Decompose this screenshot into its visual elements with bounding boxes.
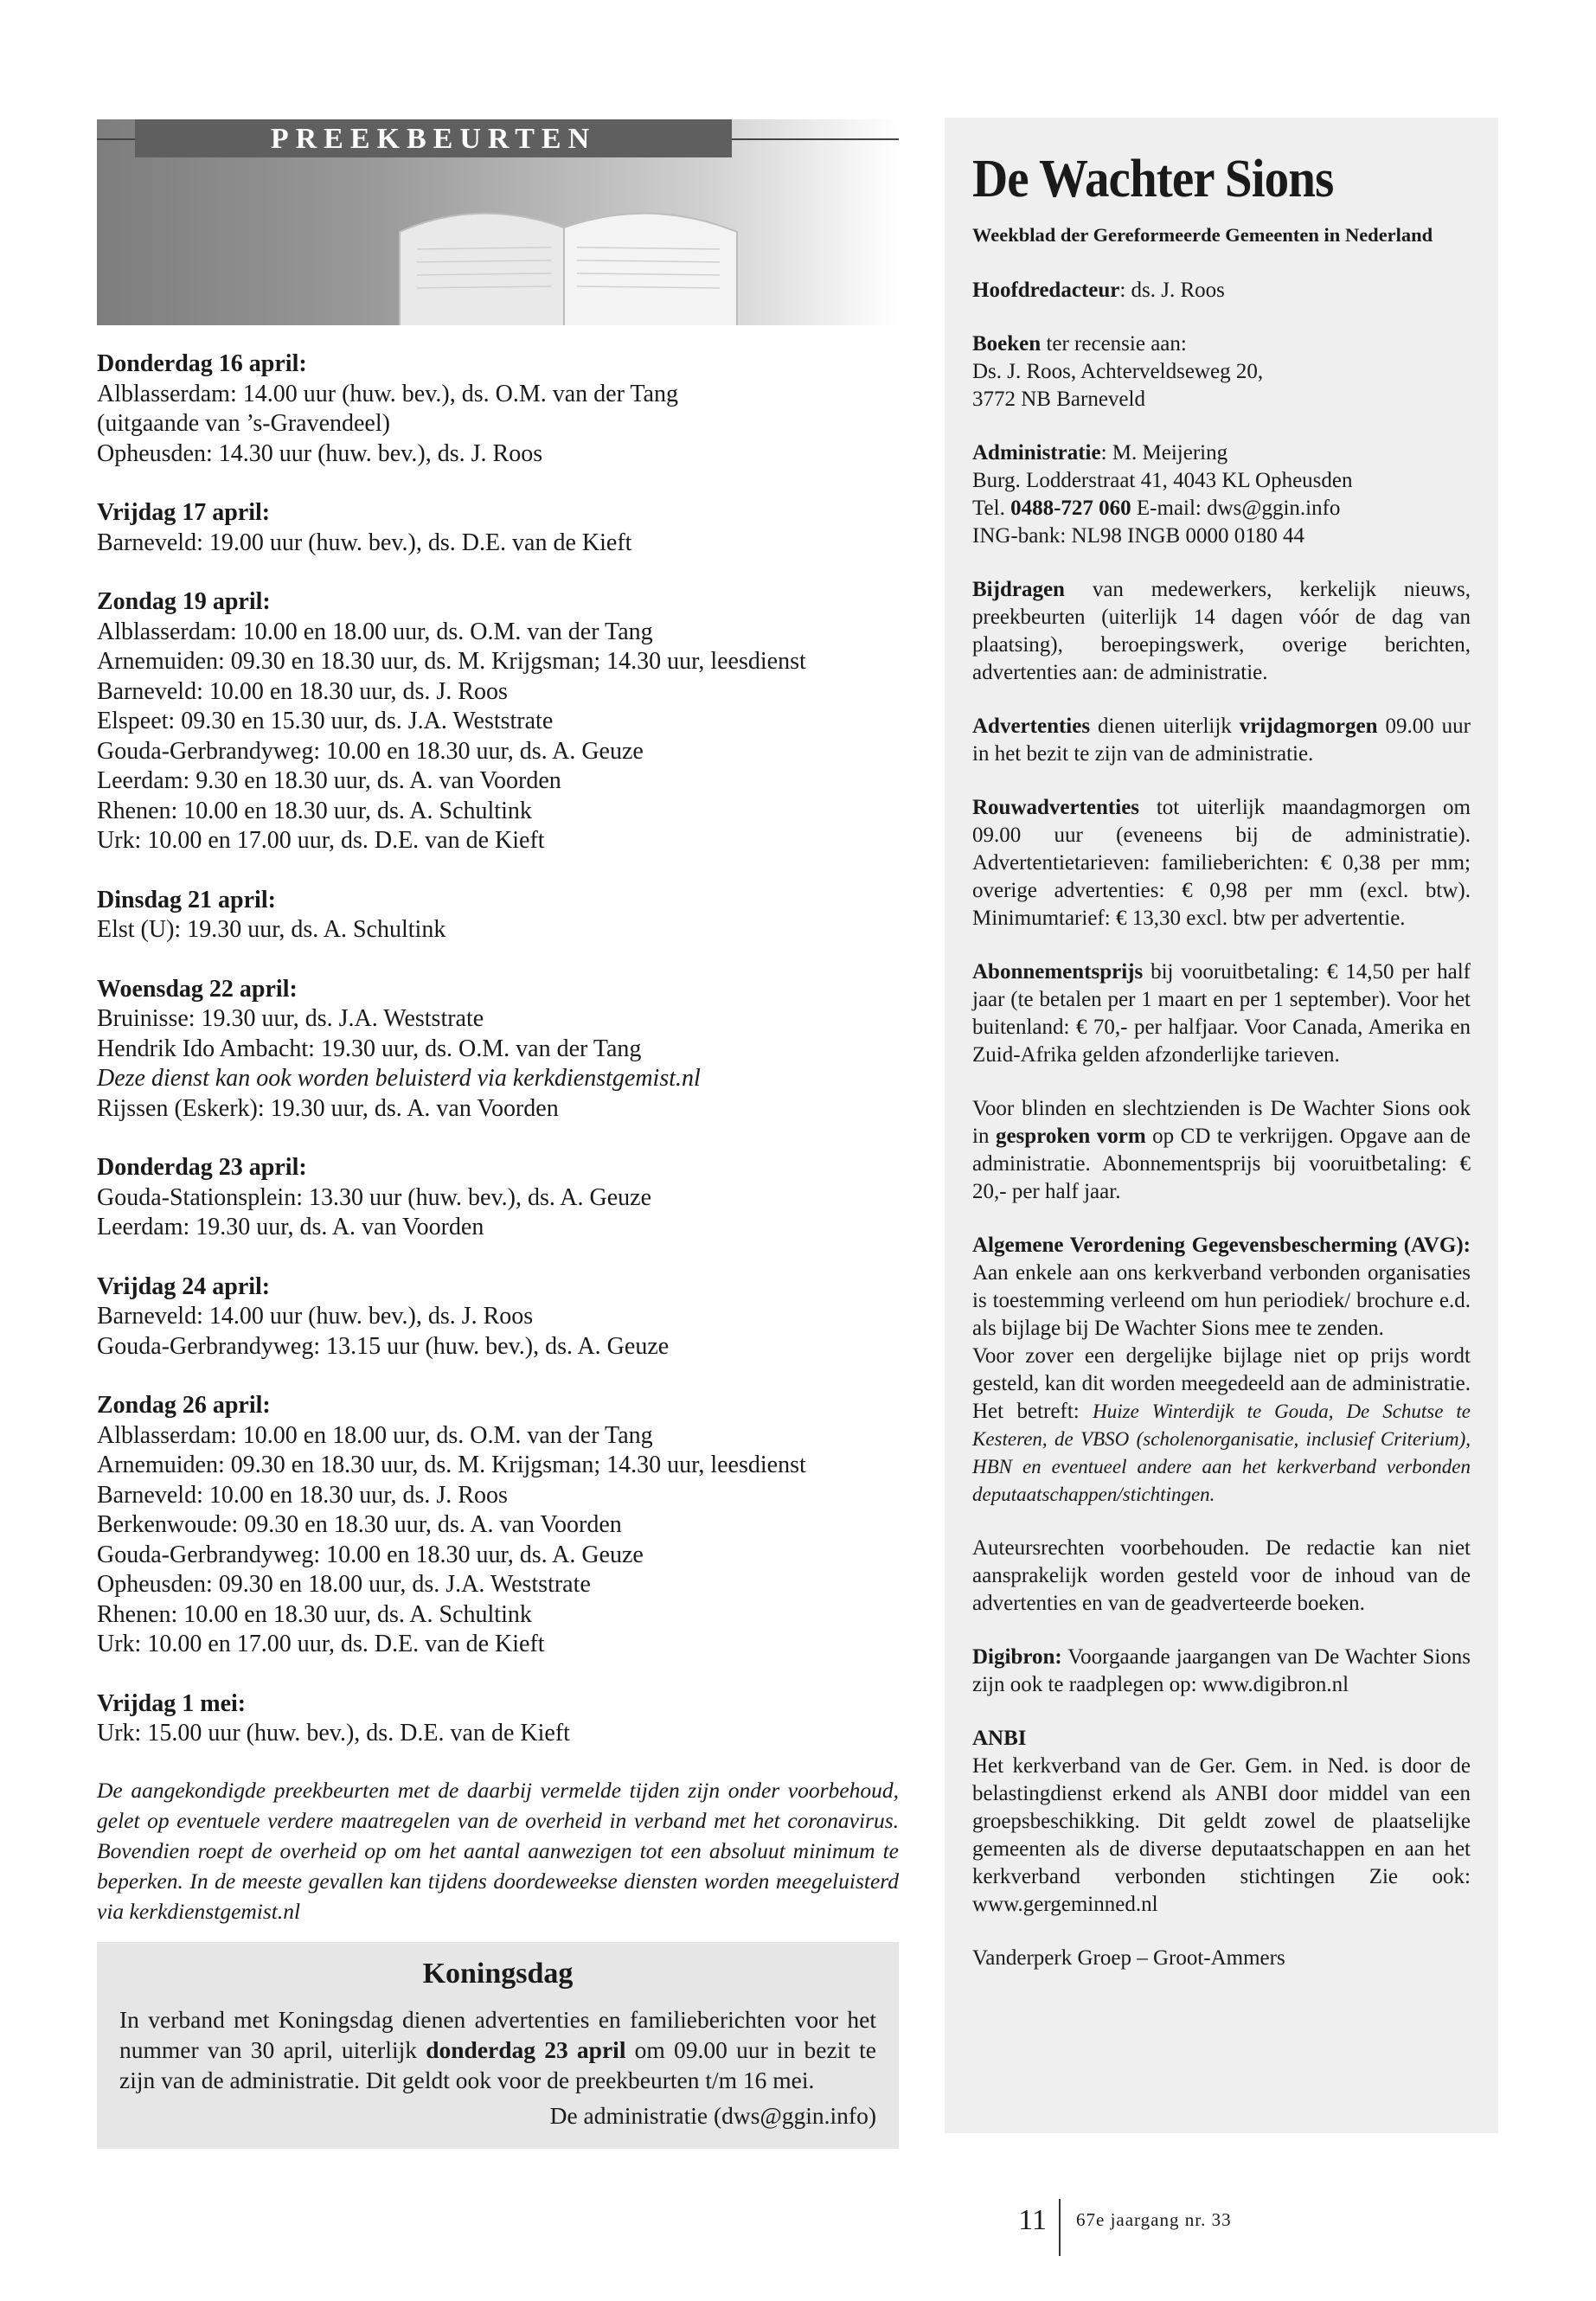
schedule-day (97, 349, 899, 469)
day-title: Vrijdag 17 april: (97, 499, 271, 526)
value: tot uiterlijk maandagmorgen om 09.00 uur (eveneens bij de administratie). Advertentietarieven: familieberichten: € 0,38 per mm; overige advertenties: € 0,98 per mm (excl. btw). Minimumtarief: € 13,30 excl. btw per advertentie. (972, 796, 1471, 930)
entry: Urk: 10.00 en 17.00 uur, ds. D.E. van de Kieft (97, 827, 545, 854)
entry: Urk: 10.00 en 17.00 uur, ds. D.E. van de Kieft (97, 1631, 545, 1657)
label: Rouwadvertenties (972, 796, 1140, 819)
deadline: vrijdagmorgen (1239, 715, 1378, 738)
mourning-block (972, 794, 1471, 933)
entry: Opheusden: 14.30 uur (huw. bev.), ds. J. Roos (97, 439, 543, 467)
label: Algemene Verordening Gegevensbescherming (AVG): (972, 1234, 1471, 1257)
schedule-day (97, 886, 899, 945)
schedule-day (97, 498, 899, 558)
masthead-subtitle: Weekblad der Gereformeerde Gemeenten in Nederland (972, 224, 1433, 246)
schedule (97, 349, 899, 1926)
entry: Urk: 15.00 uur (huw. bev.), ds. D.E. van de Kieft (97, 1720, 570, 1747)
entry: Leerdam: 9.30 en 18.30 uur, ds. A. van Voorden (97, 767, 561, 794)
value: van medewerkers, kerkelijk nieuws, preekbeurten (uiterlijk 14 dagen vóór de dag van plaatsing), beroepingswerk, overige berichten, advertenties aan: de administratie. (972, 578, 1471, 684)
koningsdag-box (97, 1942, 899, 2149)
address-line: Burg. Lodderstraat 41, 4043 KL Opheusden (972, 469, 1353, 492)
entry: Elst (U): 19.30 uur, ds. A. Schultink (97, 916, 446, 943)
organisations: Huize Winterdijk te Gouda, De Schutse te Kesteren, de VBSO (scholenorganisatie, inclusief Criterium), HBN en eventueel andere aan het kerkverband verbonden deputaatschappen/stichtingen. (972, 1400, 1471, 1505)
text: In verband met Koningsdag dienen advertenties en familieberichten voor het nummer van 30 april, uiterlijk (119, 2005, 876, 2063)
books-block (972, 330, 1471, 413)
left-column (97, 119, 899, 2149)
koningsdag-title: Koningsdag (422, 1957, 574, 1990)
entry: Gouda-Stationsplein: 13.30 uur (huw. bev.), ds. A. Geuze (97, 1183, 652, 1211)
day-title: Vrijdag 24 april: (97, 1272, 271, 1300)
entry: (uitgaande van ’s-Gravendeel) (97, 410, 390, 437)
label: Hoofdredacteur (972, 279, 1120, 302)
email: E-mail: dws@ggin.info (1131, 497, 1341, 520)
day-title: Donderdag 16 april: (97, 350, 307, 377)
label: Advertenties (972, 715, 1091, 738)
deadline: donderdag 23 april (426, 2035, 626, 2063)
colophon-panel (945, 118, 1498, 2133)
editor-block (972, 277, 1471, 304)
schedule-day (97, 1153, 899, 1243)
open-book-icon (382, 180, 754, 325)
entry: Arnemuiden: 09.30 en 18.30 uur, ds. M. Krijgsman; 14.30 uur, leesdienst (97, 1452, 806, 1478)
contributions-block (972, 576, 1471, 687)
admin-block (972, 439, 1471, 550)
entry: Barneveld: 10.00 en 18.30 uur, ds. J. Roos (97, 677, 508, 705)
label: ANBI (972, 1727, 1027, 1750)
value: Aan enkele aan ons kerkverband verbonden organisaties is toestemming verleend om hun periodiek/ brochure e.d. als bijlage bij De Wachter Sions mee te zenden. (972, 1261, 1471, 1340)
ads-block (972, 713, 1471, 768)
value: op CD te verkrijgen. Opgave aan de administratie. Abonnementsprijs bij vooruitbetaling: € 20,- per half jaar. (972, 1125, 1471, 1203)
audio-block (972, 1095, 1471, 1206)
entry: Alblasserdam: 10.00 en 18.00 uur, ds. O.M. van der Tang (97, 1421, 653, 1449)
value: Het kerkverband van de Ger. Gem. in Ned. is door de belastingdienst erkend als ANBI door middel van een groepsbeschikking. Dit geldt zowel de plaatselijke gemeenten als de diverse deputaatschappen en aan het kerkverband verbonden stichtingen Zie ook: www.gergeminned.nl (972, 1754, 1471, 1916)
label: Boeken (972, 332, 1042, 356)
label: Bijdragen (972, 578, 1065, 601)
koningsdag-text (119, 2004, 876, 2095)
entry: Hendrik Ido Ambacht: 19.30 uur, ds. O.M. van der Tang (97, 1035, 642, 1062)
value: : ds. J. Roos (1119, 279, 1225, 302)
day-title: Donderdag 23 april: (97, 1154, 307, 1181)
text: Tel. (972, 497, 1011, 520)
anbi-block (972, 1725, 1471, 1919)
entry: Rhenen: 10.00 en 18.30 uur, ds. A. Schultink (97, 797, 532, 824)
entry: Bruinisse: 19.30 uur, ds. J.A. Weststrate (97, 1005, 484, 1032)
day-title: Dinsdag 21 april: (97, 886, 276, 913)
entry: Barneveld: 14.00 uur (huw. bev.), ds. J. Roos (97, 1303, 534, 1330)
phone: 0488-727 060 (1010, 497, 1131, 520)
entry: Gouda-Gerbrandyweg: 10.00 en 18.30 uur, ds. A. Geuze (97, 737, 644, 765)
masthead-title: De Wachter Sions (972, 150, 1334, 208)
entry: Leerdam: 19.30 uur, ds. A. van Voorden (97, 1214, 484, 1240)
label: Abonnementsprijs (972, 960, 1144, 984)
stream-note: Deze dienst kan ook worden beluisterd via kerkdienstgemist.nl (97, 1065, 701, 1092)
value: Voorgaande jaargangen van De Wachter Sions zijn ook te raadplegen op: www.digibron.nl (972, 1645, 1471, 1696)
day-title: Zondag 19 april: (97, 588, 271, 615)
page-footer (986, 2204, 1332, 2265)
entry: Rijssen (Eskerk): 19.30 uur, ds. A. van Voorden (97, 1094, 559, 1122)
value: Voor blinden en slechtzienden is De Wachter Sions ook in (972, 1097, 1471, 1148)
avg-block (972, 1232, 1471, 1509)
schedule-day (97, 1272, 899, 1362)
page-number: 11 (1018, 2204, 1047, 2236)
disclaimer-note: De aangekondigde preekbeurten met de daarbij vermelde tijden zijn onder voorbehoud, gelet op eventuele verdere maatregelen van de overheid in verband met het coronavirus. Bovendien roept de overheid op om het aantal aanwezigen tot een absoluut minimum te beperken. In de meeste gevallen kan tijdens doordeweekse diensten worden meegeluisterd via kerkdienstgemist.nl (97, 1777, 899, 1924)
bank: ING-bank: NL98 INGB 0000 0180 44 (972, 524, 1304, 548)
koningsdag-signature: De administratie (dws@ggin.info) (549, 2101, 876, 2129)
day-title: Zondag 26 april: (97, 1392, 271, 1419)
label: Administratie (972, 441, 1101, 465)
section-title: PREEKBEURTEN (135, 119, 732, 157)
entry: Barneveld: 10.00 en 18.30 uur, ds. J. Roos (97, 1481, 508, 1509)
digibron-block (972, 1644, 1471, 1699)
schedule-day (97, 1391, 899, 1660)
entry: Alblasserdam: 10.00 en 18.00 uur, ds. O.M. van der Tang (97, 618, 653, 645)
entry: Elspeet: 09.30 en 15.30 uur, ds. J.A. Weststrate (97, 708, 554, 734)
entry: Gouda-Gerbrandyweg: 13.15 uur (huw. bev.), ds. A. Geuze (97, 1332, 670, 1360)
printer-block: Vanderperk Groep – Groot-Ammers (972, 1946, 1285, 1970)
address-line: 3772 NB Barneveld (972, 388, 1145, 411)
address-line: Ds. J. Roos, Achterveldseweg 20, (972, 360, 1264, 383)
entry: Barneveld: 19.00 uur (huw. bev.), ds. D.E. van de Kieft (97, 529, 632, 556)
subscription-block (972, 958, 1471, 1069)
entry: Alblasserdam: 14.00 uur (huw. bev.), ds. O.M. van der Tang (97, 380, 678, 407)
entry: Arnemuiden: 09.30 en 18.30 uur, ds. M. Krijgsman; 14.30 uur, leesdienst (97, 648, 806, 675)
schedule-day (97, 975, 899, 1125)
value: : M. Meijering (1100, 441, 1228, 465)
value: dienen uiterlijk (1090, 715, 1240, 738)
schedule-day (97, 587, 899, 856)
entry: Opheusden: 09.30 en 18.00 uur, ds. J.A. Weststrate (97, 1571, 591, 1598)
value: bij vooruitbetaling: € 14,50 per half jaar (te betalen per 1 maart en per 1 september). Voor het buitenland: € 70,- per halfjaar. Voor Canada, Amerika en Zuid-Afrika gelden afzonderlijke tarieven. (972, 960, 1471, 1067)
value: 09.00 uur in het bezit te zijn van de administratie. (972, 715, 1471, 766)
entry: Gouda-Gerbrandyweg: 10.00 en 18.30 uur, ds. A. Geuze (97, 1541, 644, 1568)
schedule-day (97, 1689, 899, 1749)
value: Voor zover een dergelijke bijlage niet op prijs wordt gesteld, kan dit worden meegedeeld aan de administratie. Het betreft: (972, 1344, 1471, 1423)
header-banner (97, 119, 899, 325)
entry: Rhenen: 10.00 en 18.30 uur, ds. A. Schultink (97, 1600, 532, 1628)
volume-info: 67e jaargang nr. 33 (1076, 2209, 1232, 2230)
footer-divider (1059, 2199, 1061, 2256)
text: om 09.00 uur in bezit te zijn van de administratie. Dit geldt ook voor de preekbeurten t/m 16 mei. (119, 2035, 877, 2093)
copyright-block: Auteursrechten voorbehouden. De redactie kan niet aansprakelijk worden gesteld voor de inhoud van de advertenties en van de geadverteerde boeken. (972, 1536, 1471, 1615)
value: ter recensie aan: (1041, 332, 1187, 356)
day-title: Woensdag 22 april: (97, 975, 298, 1003)
day-title: Vrijdag 1 mei: (97, 1689, 247, 1717)
label: Digibron: (972, 1645, 1062, 1669)
emphasis: gesproken vorm (995, 1125, 1146, 1148)
entry: Berkenwoude: 09.30 en 18.30 uur, ds. A. van Voorden (97, 1511, 622, 1538)
